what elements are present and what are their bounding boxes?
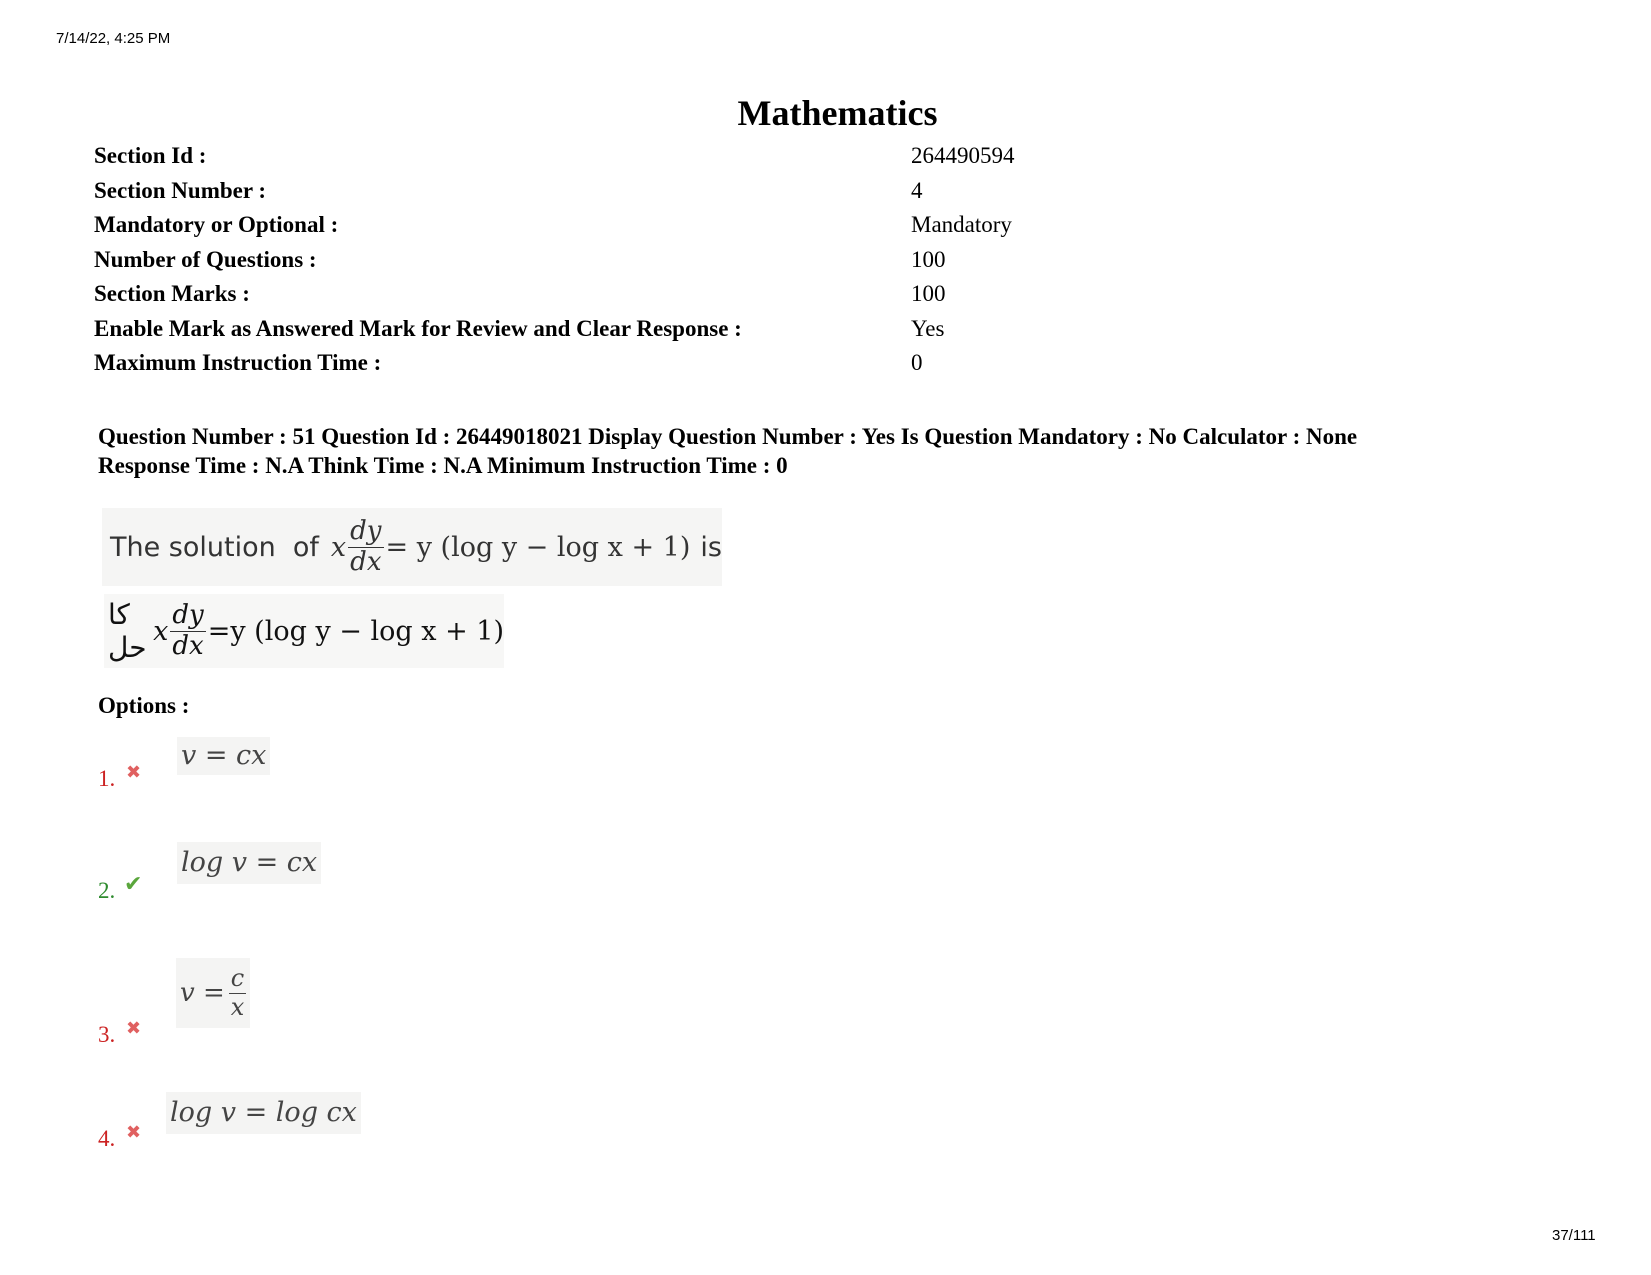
question-english-frac-den: dx: [350, 546, 382, 577]
option-1-expression: v = cx: [177, 737, 270, 775]
wrong-mark-icon: ✖: [126, 762, 142, 783]
section-marks-value: 100: [911, 281, 946, 306]
option-3-frac-num: c: [230, 963, 245, 992]
option-2-expression: log v = cx: [177, 842, 321, 884]
option-4-number: 4.: [98, 1126, 116, 1151]
question-info: [98, 422, 1558, 480]
question-urdu-prefix: کا حل: [108, 598, 147, 664]
mandatory-label: Mandatory or Optional :: [94, 212, 339, 237]
section-number-label: Section Number :: [94, 177, 267, 203]
section-number-value: 4: [911, 177, 923, 203]
option-2-number: 2.: [98, 878, 116, 903]
max-instruction-time-label: Maximum Instruction Time :: [94, 350, 382, 375]
option-3-frac-den: x: [230, 992, 245, 1021]
option-3-fraction: [229, 965, 246, 1021]
question-count-label: Number of Questions :: [94, 246, 317, 272]
question-english-fraction: [348, 517, 383, 578]
question-urdu-frac-den: dx: [172, 630, 204, 661]
question-urdu: [104, 594, 504, 668]
option-3-lhs: v =: [180, 978, 225, 1008]
option-3-number: 3.: [98, 1022, 116, 1047]
section-title: Mathematics: [737, 93, 938, 133]
question-english-suffix: is: [700, 531, 722, 563]
question-info-line1: Question Number : 51 Question Id : 26449018021 Display Question Number : Yes Is Question Mandatory : No Calculator : None: [98, 424, 1358, 449]
question-english-frac-num: dy: [350, 515, 382, 546]
enable-mark-label: Enable Mark as Answered Mark for Review and Clear Response :: [94, 315, 742, 341]
correct-check-icon: ✔: [124, 872, 143, 897]
question-english-prefix: The solution of: [110, 531, 319, 563]
options-label: Options :: [98, 693, 190, 718]
wrong-mark-icon: ✖: [126, 1018, 142, 1039]
question-urdu-frac-num: dy: [172, 599, 204, 630]
section-id-label: Section Id :: [94, 143, 207, 168]
option-1-number: 1.: [98, 766, 116, 791]
option-3-expression: [176, 958, 250, 1028]
question-urdu-rhs: =y (log y − log x + 1): [207, 615, 504, 647]
question-urdu-lhs: x: [153, 615, 169, 647]
option-4-expression: log v = log cx: [166, 1092, 361, 1134]
question-english: [102, 508, 722, 586]
mandatory-value: Mandatory: [911, 212, 1012, 237]
question-count-value: 100: [911, 246, 946, 272]
max-instruction-time-value: 0: [911, 350, 923, 375]
enable-mark-value: Yes: [911, 315, 945, 341]
page-number: 37/111: [1552, 1227, 1596, 1244]
print-timestamp: 7/14/22, 4:25 PM: [56, 30, 171, 47]
question-english-rhs: = y (log y − log x + 1): [385, 531, 691, 563]
question-urdu-fraction: [170, 601, 205, 662]
wrong-mark-icon: ✖: [126, 1122, 142, 1143]
question-info-line2: Response Time : N.A Think Time : N.A Minimum Instruction Time : 0: [98, 453, 788, 478]
section-id-value: 264490594: [911, 143, 1015, 168]
section-marks-label: Section Marks :: [94, 281, 250, 306]
question-english-lhs: x: [330, 531, 347, 563]
